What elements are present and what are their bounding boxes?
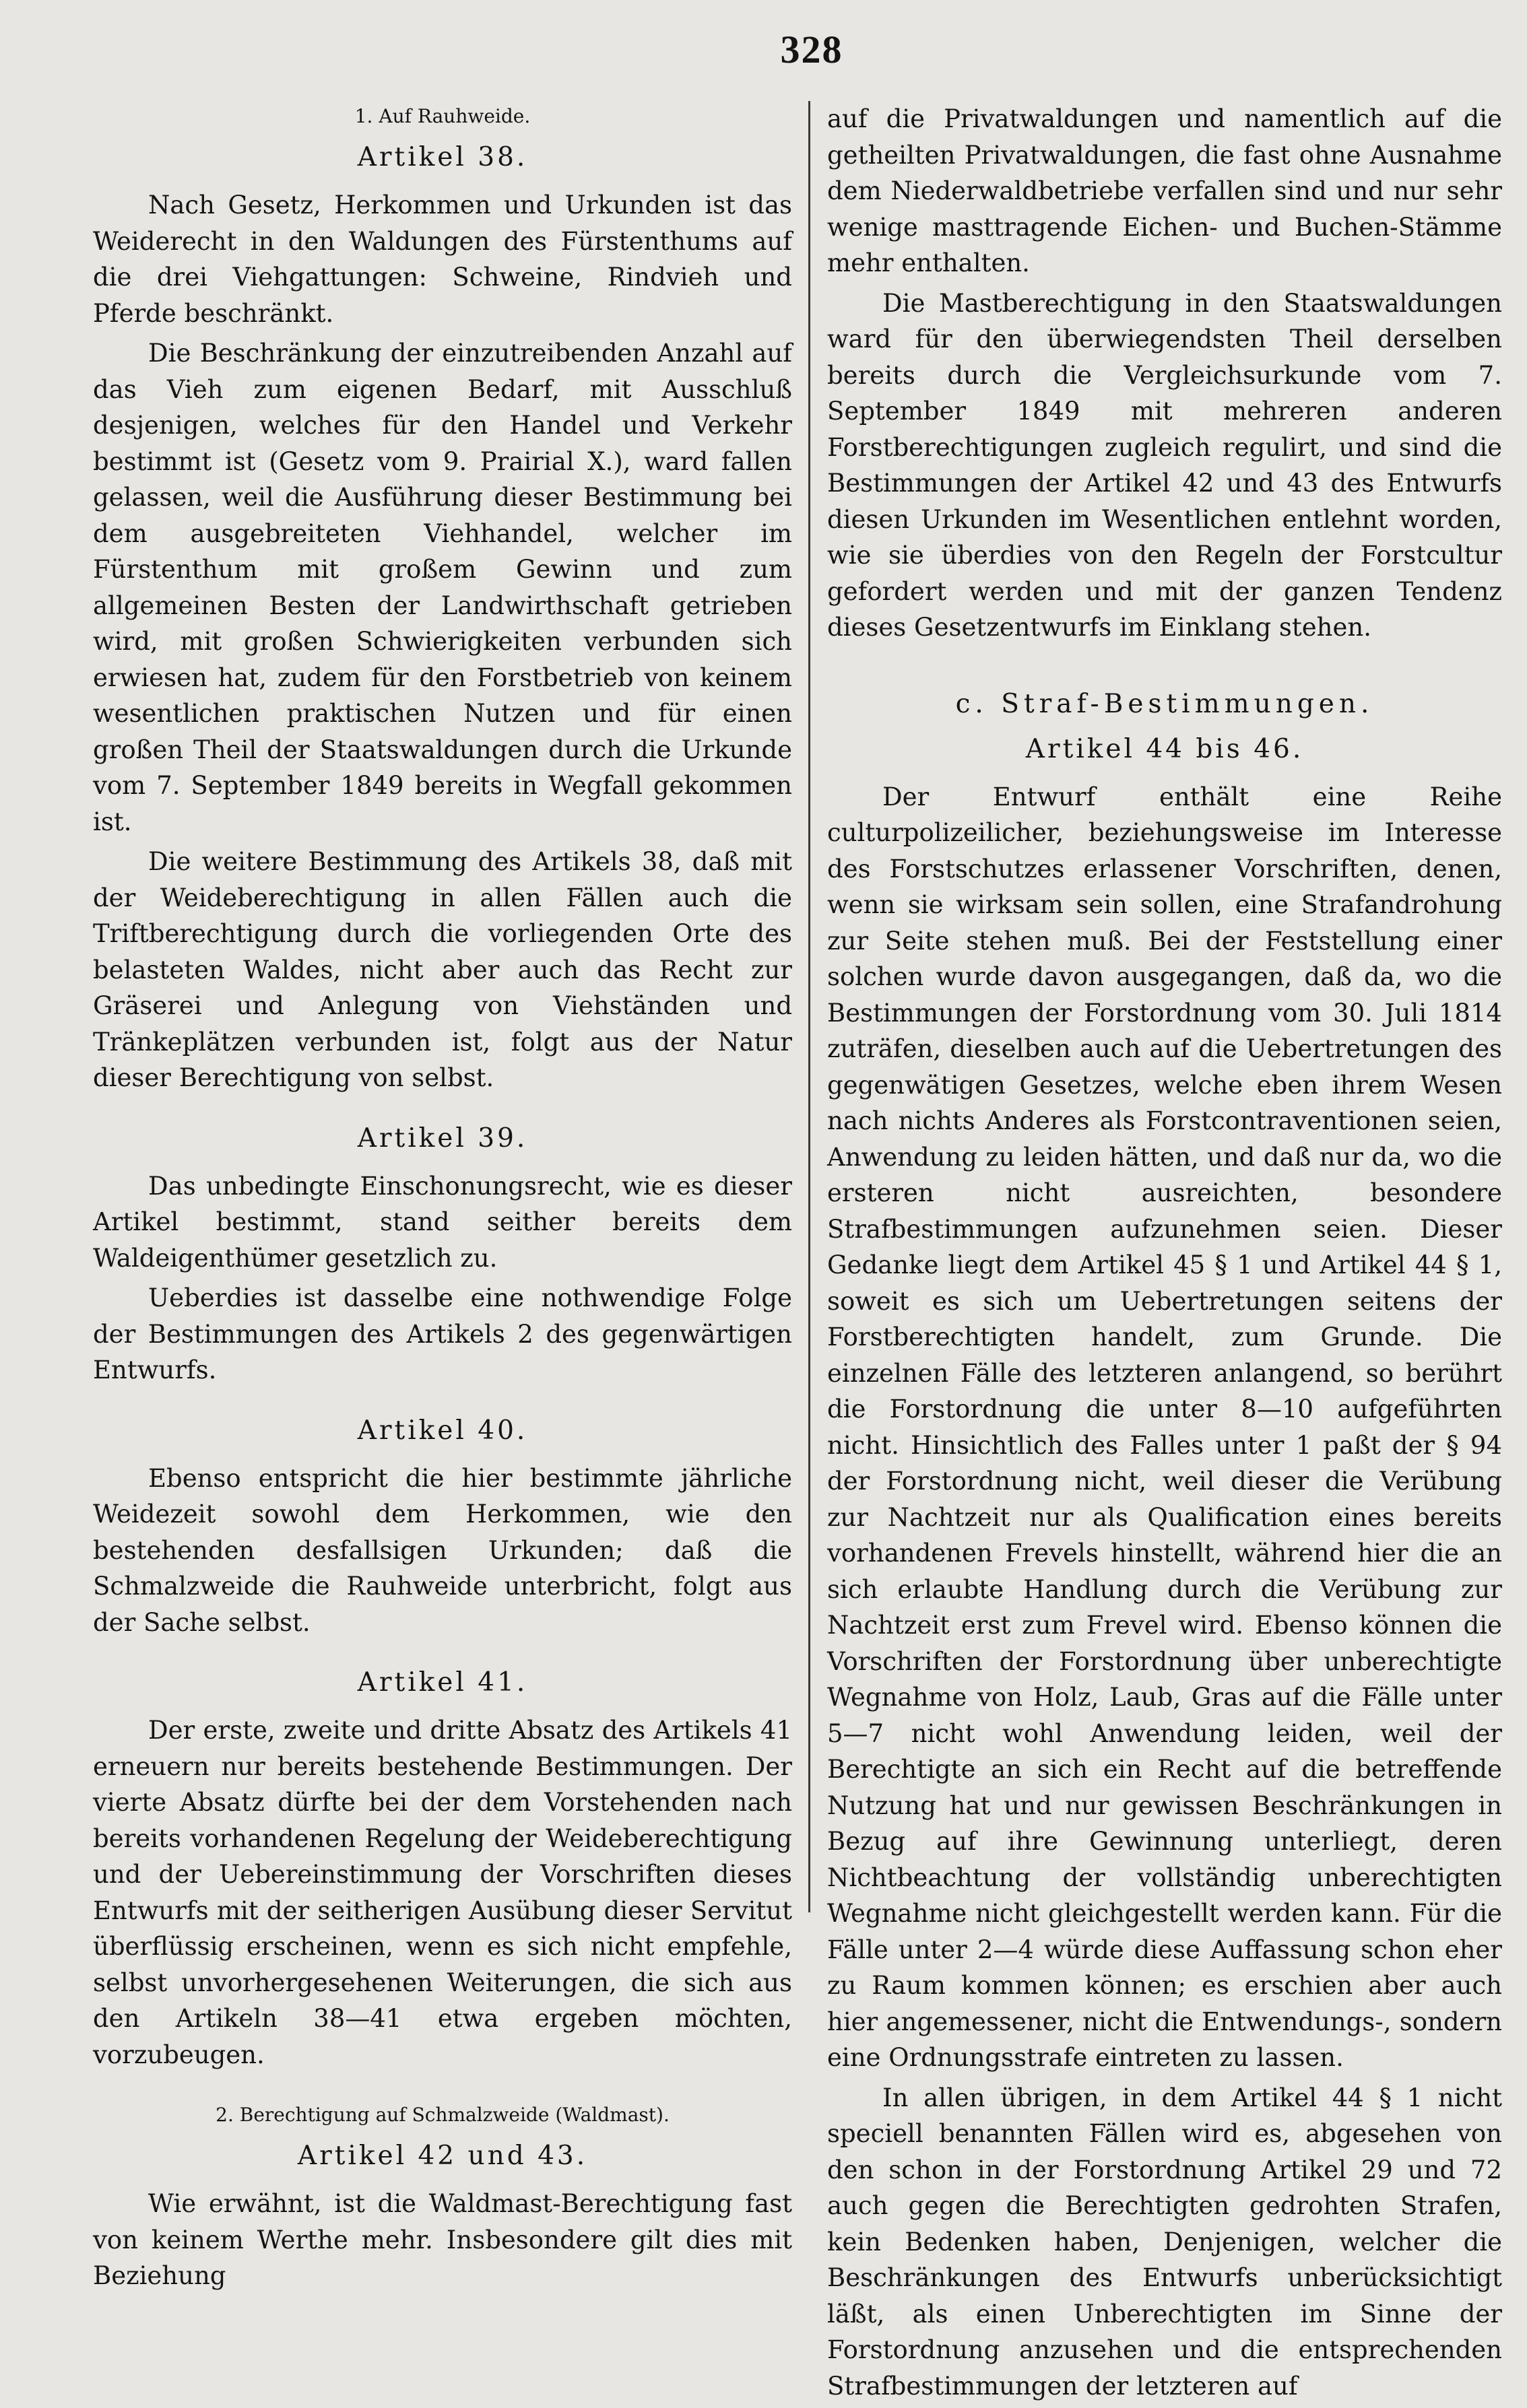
article-heading: Artikel 44 bis 46. bbox=[1025, 733, 1304, 764]
paragraph-continued: auf die Privatwaldungen und namentlich auf die getheilten Privatwaldungen, die fast ohne Ausnahme dem Niederwaldbetriebe verfallen sind und nur sehr wenige masttragende Eichen- und Buchen-Stämme mehr enthalten. bbox=[827, 104, 1502, 277]
paragraph: Die Beschränkung der einzutreibenden Anzahl auf das Vieh zum eigenen Bedarf, mit Ausschluß desjenigen, welches für den Handel und Verkehr bestimmt ist (Gesetz vom 9. Prairial X.), ward fallen gelassen, weil die Ausführung dieser Bestimmung bei dem ausgebreiteten Viehhandel, welcher im Fürstenthum mit großem Gewinn und zum allgemeinen Besten der Landwirthschaft getrieben wird, mit großen Schwierigkeiten verbunden sich erwiesen hat, zudem für den Forstbetrieb von keinem wesentlichen praktischen Nutzen und für einen großen Theil der Staatswaldungen durch die Urkunde vom 7. September 1849 bereits in Wegfall gekommen ist. bbox=[93, 339, 792, 836]
paragraph: Wie erwähnt, ist die Waldmast-Berechtigung fast von keinem Werthe mehr. Insbesondere gilt dies mit Beziehung bbox=[93, 2189, 792, 2290]
paragraph: Die Mastberechtigung in den Staatswaldungen ward für den überwiegendsten Theil derselben bereits durch die Vergleichsurkunde vom 7. September 1849 mit mehreren anderen Forstberechtigungen zugleich regulirt, und sind die Bestimmungen der Artikel 42 und 43 des Entwurfs diesen Urkunden im Wesentlichen entlehnt worden, wie sie überdies von den Regeln der Forstcultur gefordert werden und mit der ganzen Tendenz dieses Gesetzentwurfs im Einklang stehen. bbox=[827, 288, 1502, 642]
article-heading: Artikel 39. bbox=[357, 1123, 528, 1153]
paragraph: Die weitere Bestimmung des Artikels 38, daß mit der Weideberechtigung in allen Fällen auch die Triftberechtigung durch die vorliegenden Orte des belasteten Waldes, nicht aber auch das Recht zur Gräserei und Anlegung von Viehständen und Tränkeplätzen verbunden ist, folgt aus der Natur dieser Berechtigung von selbst. bbox=[93, 847, 792, 1092]
section-subheading: 1. Auf Rauhweide. bbox=[354, 105, 531, 127]
paragraph: Nach Gesetz, Herkommen und Urkunden ist das Weiderecht in den Waldungen des Fürstenthums auf die drei Viehgattungen: Schweine, Rindvieh und Pferde beschränkt. bbox=[93, 191, 792, 328]
article-heading: Artikel 38. bbox=[357, 142, 528, 172]
paragraph: In allen übrigen, in dem Artikel 44 § 1 nicht speciell benannten Fällen wird es, abgesehen von den schon in der Forstordnung Artikel 29 und 72 auch gegen die Berechtigten gedrohten Strafen, kein Bedenken haben, Denjenigen, welcher die Beschränkungen des Entwurfs unberücksichtigt läßt, als einen Unberechtigten im Sinne der Forstordnung anzusehen und die entsprechenden Strafbestimmungen der letzteren auf bbox=[827, 2083, 1502, 2401]
paragraph: Der Entwurf enthält eine Reihe culturpolizeilicher, beziehungsweise im Interesse des Forstschutzes erlassener Vorschriften, denen, wenn sie wirksam sein sollen, eine Strafandrohung zur Seite stehen muß. Bei der Feststellung einer solchen wurde davon ausgegangen, daß da, wo die Bestimmungen der Forstordnung vom 30. Juli 1814 zuträfen, dieselben auch auf die Uebertretungen des gegenwätigen Gesetzes, welche eben ihrem Wesen nach nichts Anderes als Forstcontraventionen seien, Anwendung zu leiden hätten, und daß nur da, wo die ersteren nicht ausreichten, besondere Strafbestimmungen aufzunehmen seien. Dieser Gedanke liegt dem Artikel 45 § 1 und Artikel 44 § 1, soweit es sich um Uebertretungen seitens der Forstberechtigten handelt, zum Grunde. Die einzelnen Fälle des letzteren anlangend, so berührt die Forstordnung die unter 8—10 aufgeführten nicht. Hinsichtlich des Falles unter 1 paßt der § 94 der Forstordnung nicht, weil dieser die Verübung zur Nachtzeit nur als Qualification eines bereits vorhandenen Frevels hinstellt, während hier die an sich erlaubte Handlung durch die Verübung zur Nachtzeit erst zum Frevel wird. Ebenso können die Vorschriften der Forstordnung über unberechtigte Wegnahme von Holz, Laub, Gras auf die Fälle unter 5—7 nicht wohl Anwendung leiden, weil der Berechtigte an sich ein Recht auf die betreffende Nutzung hat und nur gewissen Beschränkungen in Bezug auf ihre Gewinnung unterliegt, deren Nichtbeachtung der vollständig unberechtigten Wegnahme nicht gleichgestellt werden kann. Für die Fälle unter 2—4 würde diese Auffassung schon eher zu Raum kommen können; es erschien aber auch hier angemessener, nicht die Entwendungs-, sondern eine Ordnungsstrafe eintreten zu lassen. bbox=[827, 782, 1502, 2072]
left-column bbox=[93, 101, 792, 2298]
article-heading: Artikel 40. bbox=[357, 1415, 528, 1446]
article-heading: Artikel 41. bbox=[357, 1667, 528, 1698]
paragraph: Ueberdies ist dasselbe eine nothwendige Folge der Bestimmungen des Artikels 2 des gegenwärtigen Entwurfs. bbox=[93, 1283, 792, 1384]
section-heading: c. Straf-Bestimmungen. bbox=[955, 688, 1374, 719]
section-subheading: 2. Berechtigung auf Schmalzweide (Waldmast). bbox=[216, 2104, 670, 2126]
right-column bbox=[827, 101, 1502, 2408]
paragraph: Ebenso entspricht die hier bestimmte jährliche Weidezeit sowohl dem Herkommen, wie den bestehenden desfallsigen Urkunden; daß die Schmalzweide die Rauhweide unterbricht, folgt aus der Sache selbst. bbox=[93, 1463, 792, 1637]
page-number: 328 bbox=[780, 28, 843, 71]
paragraph: Der erste, zweite und dritte Absatz des Artikels 41 erneuern nur bereits bestehende Bestimmungen. Der vierte Absatz dürfte bei der dem Vorstehenden nach bereits vorhandenen Regelung der Weideberechtigung und der Uebereinstimmung der Vorschriften dieses Entwurfs mit der seitherigen Ausübung dieser Servitut überflüssig erscheinen, wenn es sich nicht empfehle, selbst unvorhergesehenen Weiterungen, die sich aus den Artikeln 38—41 etwa ergeben möchten, vorzubeugen. bbox=[93, 1716, 792, 2069]
article-heading: Artikel 42 und 43. bbox=[297, 2141, 588, 2171]
column-divider bbox=[808, 101, 810, 1912]
paragraph: Das unbedingte Einschonungsrecht, wie es dieser Artikel bestimmt, stand seither bereits dem Waldeigenthümer gesetzlich zu. bbox=[93, 1171, 792, 1273]
